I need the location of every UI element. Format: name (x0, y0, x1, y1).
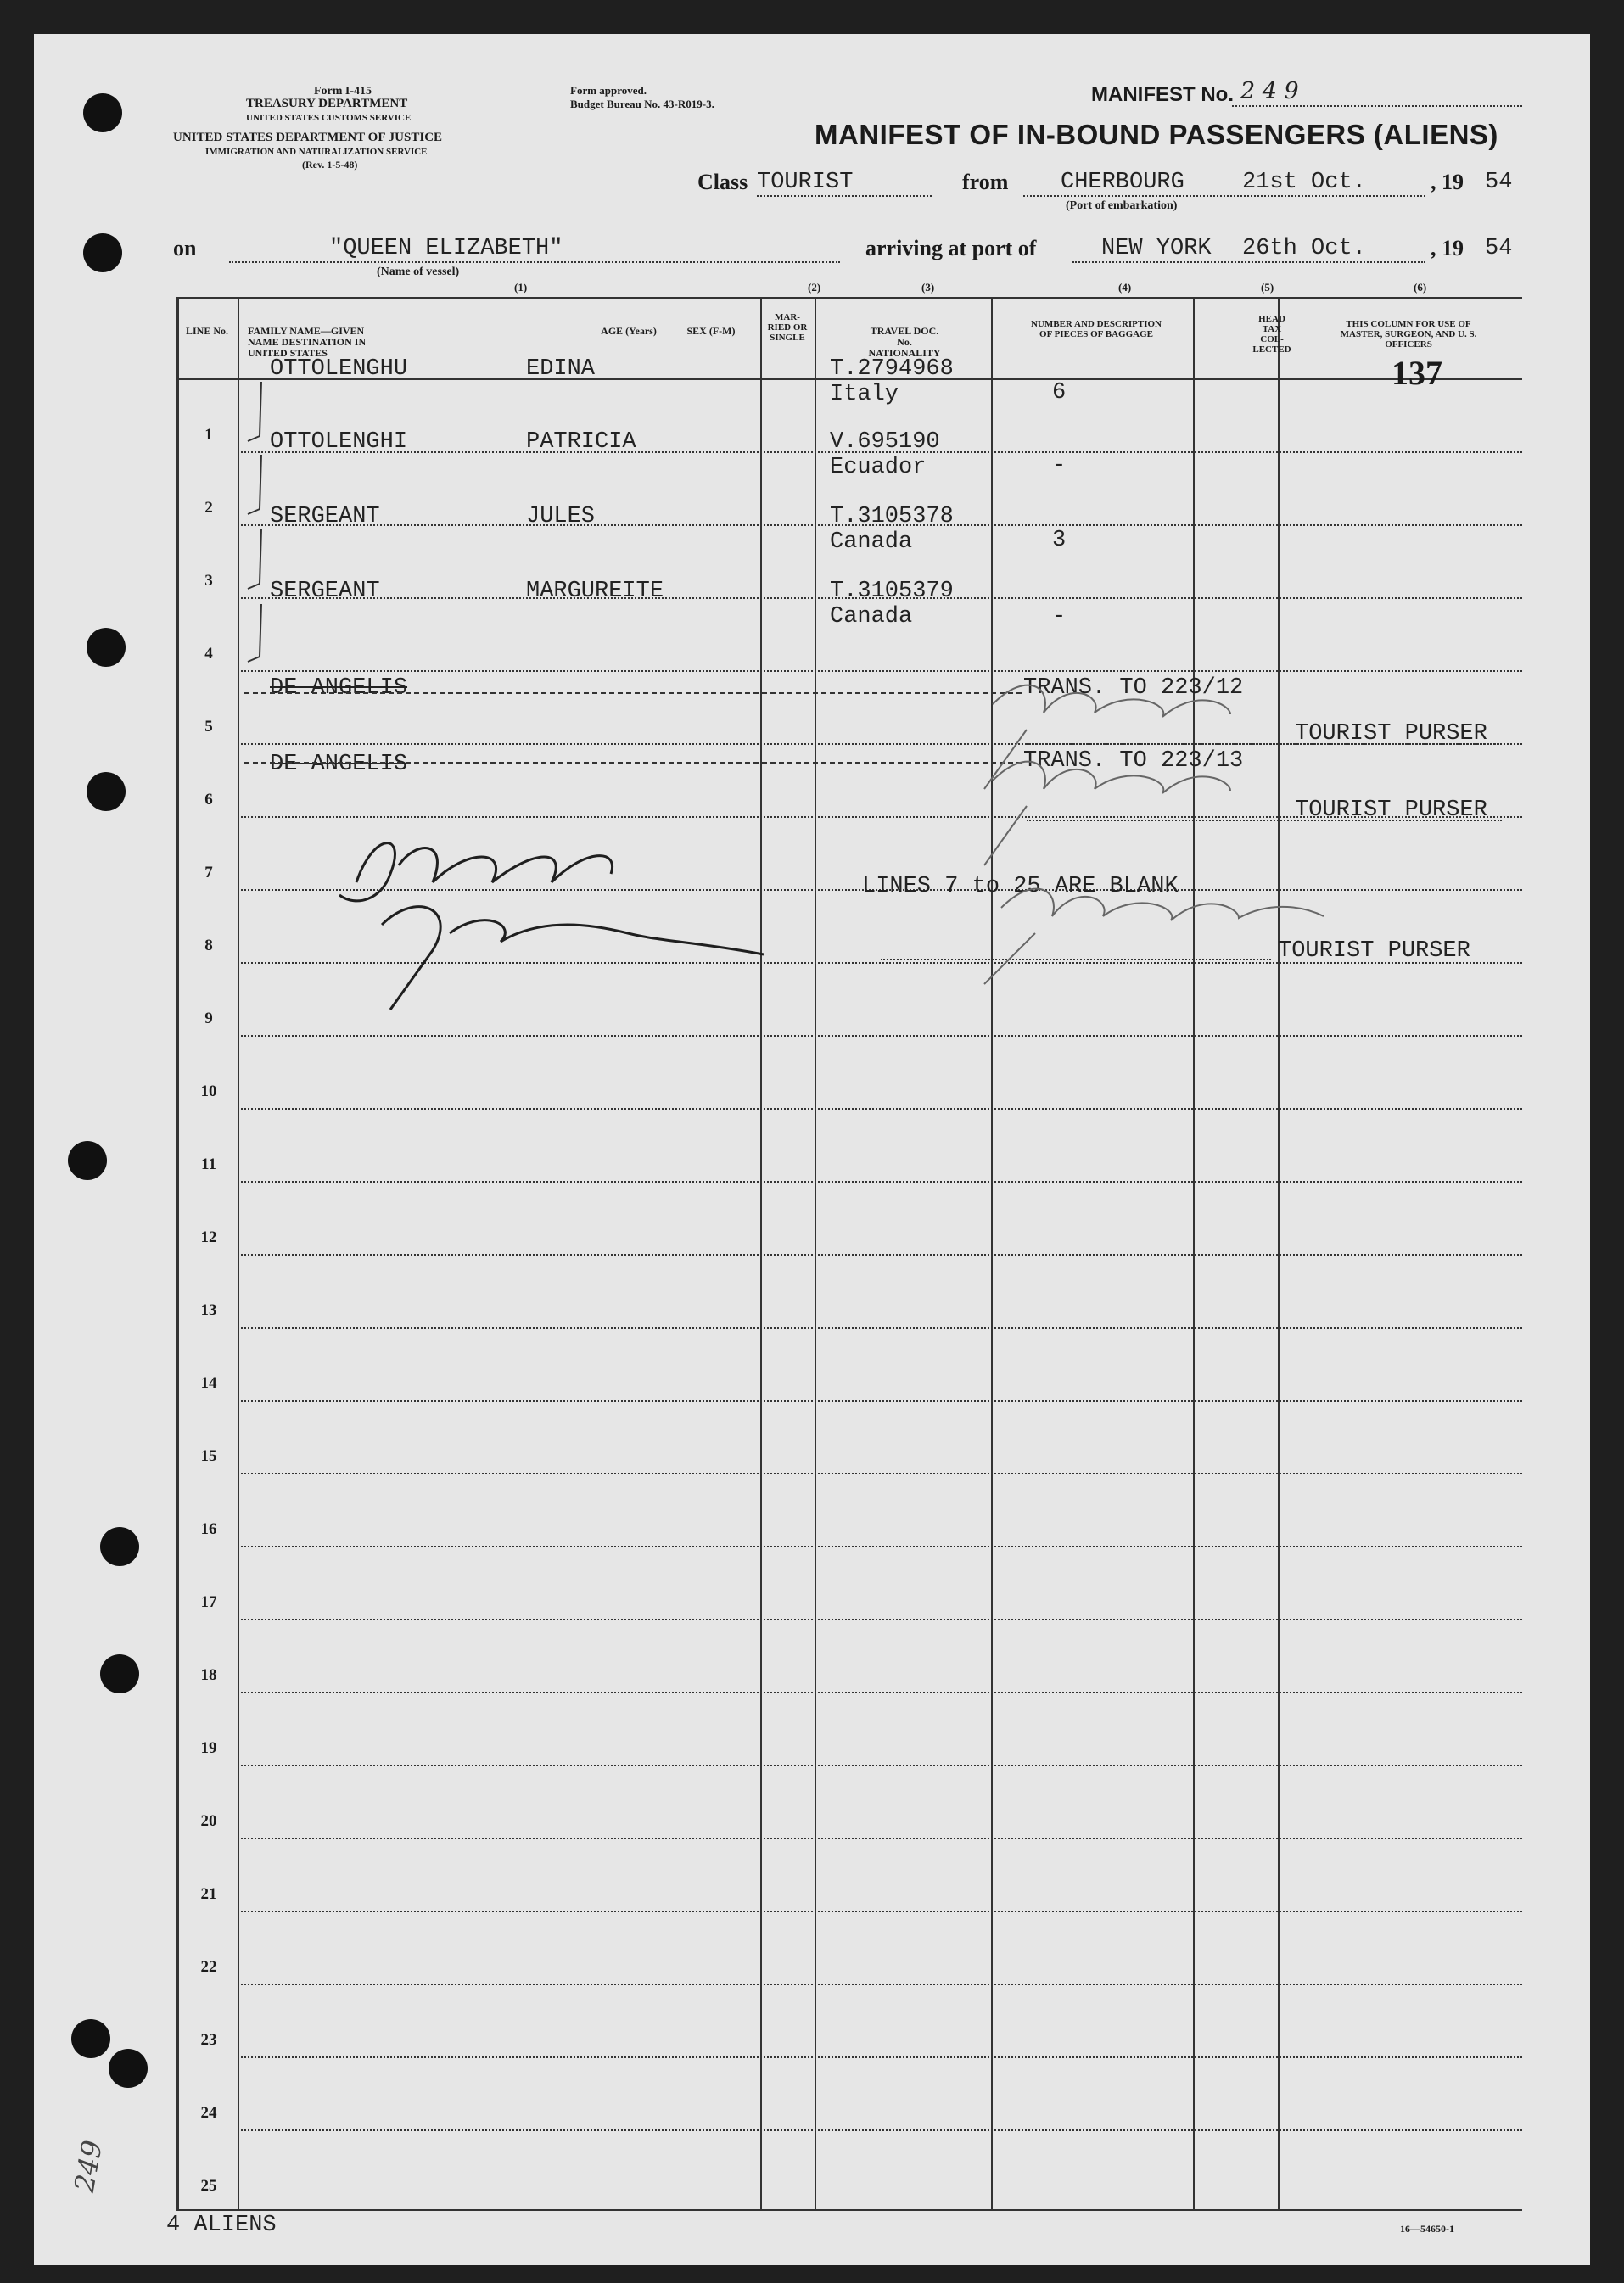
line-number: 20 (200, 1812, 217, 1830)
header-married: MAR-RIED OR SINGLE (767, 312, 808, 343)
budget-bureau: Budget Bureau No. 43-R019-3. (570, 98, 714, 110)
row-line (238, 1473, 1522, 1474)
row-line (238, 1911, 1522, 1912)
arrival-port: NEW YORK (1101, 236, 1212, 261)
arrival-year: 54 (1485, 236, 1513, 261)
officer-number: 137 (1392, 354, 1442, 392)
entry-3-doc: T.3105378 (830, 504, 954, 529)
ins-line: IMMIGRATION AND NATURALIZATION SERVICE (205, 147, 428, 157)
line-number: 23 (200, 2031, 217, 2049)
col-num-1: (1) (514, 281, 528, 294)
row-line (238, 1327, 1522, 1329)
header-travel-doc: TRAVEL DOC. No. NATIONALITY (868, 325, 941, 359)
class-label: Class (697, 170, 748, 194)
entry-4-baggage: - (1052, 604, 1067, 630)
line-number: 15 (200, 1447, 217, 1465)
transfer-2-name: DE ANGELIS (270, 752, 408, 777)
arriving-label: arriving at port of (865, 236, 1037, 260)
row-line (238, 1108, 1522, 1110)
class-line (757, 195, 932, 197)
purser-signatures (950, 653, 1425, 1010)
punch-hole (71, 2019, 110, 2058)
entry-2-given: PATRICIA (526, 429, 636, 455)
punch-hole (83, 233, 122, 272)
manifest-page (34, 34, 1590, 2265)
line-number: 1 (204, 426, 213, 444)
punch-hole (109, 2049, 148, 2088)
col-num-6: (6) (1414, 281, 1427, 294)
customs-service: UNITED STATES CUSTOMS SERVICE (246, 113, 412, 123)
header-line-no: LINE No. (185, 325, 228, 337)
line-number: 10 (200, 1083, 217, 1100)
header-name: FAMILY NAME—GIVEN NAME DESTINATION IN UNITED STATES (248, 325, 367, 359)
entry-1-family: OTTOLENGHU (270, 356, 408, 382)
punch-hole (87, 772, 126, 811)
col-num-3: (3) (921, 281, 935, 294)
punch-hole (100, 1654, 139, 1693)
line-number: 16 (200, 1520, 217, 1538)
entry-3-family: SERGEANT (270, 504, 380, 529)
line-number: 17 (200, 1593, 217, 1611)
married-divider-right (815, 297, 816, 2209)
line-number: 8 (204, 937, 213, 954)
line-number: 25 (200, 2177, 217, 2195)
row-line (238, 1984, 1522, 1985)
departure-year-prefix: , 19 (1431, 170, 1464, 194)
line-number: 9 (204, 1010, 213, 1027)
entry-4-family: SERGEANT (270, 579, 380, 604)
punch-hole (68, 1141, 107, 1180)
departure-date: 21st Oct. (1242, 170, 1366, 195)
row-line (238, 1254, 1522, 1256)
line-number: 19 (200, 1739, 217, 1757)
table-top-border (176, 297, 1522, 299)
transfer-2-purser: TOURIST PURSER (1295, 797, 1487, 823)
port-caption: (Port of embarkation) (1066, 199, 1178, 212)
entry-1-doc: T.2794968 (830, 356, 954, 382)
officer-signature (322, 814, 798, 1027)
vessel-line (229, 261, 840, 263)
manifest-number: 2 4 9 (1240, 78, 1299, 104)
entry-2-family: OTTOLENGHI (270, 429, 408, 455)
class-value: TOURIST (757, 170, 854, 195)
transfer-2-strike (244, 762, 1022, 764)
line-number: 2 (204, 499, 213, 517)
header-sex: SEX (F-M) (686, 325, 736, 337)
punch-hole (83, 93, 122, 132)
row-line (238, 2056, 1522, 2058)
entry-4-nationality: Canada (830, 604, 913, 630)
entry-3-nationality: Canada (830, 529, 913, 555)
row-line (238, 1619, 1522, 1620)
entry-1-baggage: 6 (1052, 380, 1067, 406)
entry-1-nationality: Italy (830, 382, 899, 407)
check-mark (248, 604, 261, 662)
revision: (Rev. 1-5-48) (302, 159, 358, 171)
punch-hole (87, 628, 126, 667)
row-line (238, 1181, 1522, 1183)
header-officers: THIS COLUMN FOR USE OF MASTER, SURGEON, AND U. S. OFFICERS (1340, 319, 1477, 350)
manifest-label: MANIFEST No. (1091, 83, 1234, 106)
page-title: MANIFEST OF IN-BOUND PASSENGERS (ALIENS) (815, 119, 1498, 150)
vessel-name: "QUEEN ELIZABETH" (329, 236, 563, 261)
check-marks (238, 373, 288, 670)
form-number: Form I-415 (314, 85, 372, 98)
line-number: 14 (200, 1374, 217, 1392)
manifest-no-line (1232, 105, 1522, 107)
entry-4-given: MARGUREITE (526, 579, 664, 604)
line-number: 3 (204, 572, 213, 590)
entry-4-doc: T.3105379 (830, 579, 954, 604)
transfer-2-note: TRANS. TO 223/13 (1023, 748, 1244, 774)
treasury-department: TREASURY DEPARTMENT (246, 97, 408, 110)
from-label: from (962, 170, 1009, 194)
transfer-1-purser: TOURIST PURSER (1295, 721, 1487, 747)
print-code: 16—54650-1 (1400, 2223, 1454, 2235)
married-divider-left (760, 297, 762, 2209)
line-number: 22 (200, 1958, 217, 1976)
row-line (238, 1400, 1522, 1402)
line-number: 24 (200, 2104, 217, 2122)
line-number: 11 (201, 1155, 216, 1173)
header-baggage: NUMBER AND DESCRIPTION OF PIECES OF BAGGAGE (1030, 319, 1162, 339)
arrival-line (1072, 261, 1425, 263)
arrival-date: 26th Oct. (1242, 236, 1366, 261)
row-line (238, 1692, 1522, 1693)
entry-2-doc: V.695190 (830, 429, 940, 455)
punch-hole (100, 1527, 139, 1566)
transfer-1-note: TRANS. TO 223/12 (1023, 675, 1244, 701)
entry-2-nationality: Ecuador (830, 455, 927, 480)
line-number: 18 (200, 1666, 217, 1684)
travel-divider (991, 297, 993, 2209)
department-of-justice: UNITED STATES DEPARTMENT OF JUSTICE (173, 131, 443, 144)
baggage-divider (1193, 297, 1195, 2209)
line-number: 21 (200, 1885, 217, 1903)
check-mark (248, 529, 261, 589)
transfer-1-strike (244, 692, 1022, 694)
table-left-border (176, 297, 179, 2209)
headtax-divider (1278, 297, 1280, 2209)
check-mark (248, 382, 261, 441)
vessel-caption: (Name of vessel) (377, 266, 460, 278)
row-line (238, 1765, 1522, 1766)
check-mark (248, 455, 261, 514)
header-age: AGE (Years) (601, 325, 657, 337)
row-line (238, 1035, 1522, 1037)
arrival-year-prefix: , 19 (1431, 236, 1464, 260)
col-num-4: (4) (1118, 281, 1132, 294)
transfer-1-name: DE ANGELIS (270, 675, 408, 701)
row-line (238, 1546, 1522, 1547)
line-number: 4 (204, 645, 213, 663)
col-num-2: (2) (808, 281, 821, 294)
blank-lines-note: LINES 7 to 25 ARE BLANK (862, 874, 1179, 899)
line-number: 12 (200, 1228, 217, 1246)
form-approved: Form approved. (570, 84, 647, 97)
table-bottom-border (176, 2209, 1522, 2211)
line-number: 5 (204, 718, 213, 736)
entry-1-given: EDINA (526, 356, 596, 382)
header-head-tax: HEAD TAX COL-LECTED (1252, 314, 1291, 355)
departure-year: 54 (1485, 170, 1513, 195)
port-of-embarkation: CHERBOURG (1061, 170, 1184, 195)
row-line (238, 2129, 1522, 2131)
line-number: 13 (200, 1301, 217, 1319)
line-number: 6 (204, 791, 213, 809)
entry-2-baggage: - (1052, 453, 1067, 478)
col-num-5: (5) (1261, 281, 1274, 294)
handwritten-manifest-no: 249 (68, 2137, 109, 2195)
entry-3-given: JULES (526, 504, 596, 529)
on-label: on (173, 236, 197, 260)
entry-3-baggage: 3 (1052, 528, 1067, 553)
aliens-count: 4 ALIENS (166, 2213, 277, 2238)
from-line (1023, 195, 1425, 197)
line-number: 7 (204, 864, 213, 881)
row-line (238, 1838, 1522, 1839)
blank-purser: TOURIST PURSER (1278, 938, 1470, 964)
